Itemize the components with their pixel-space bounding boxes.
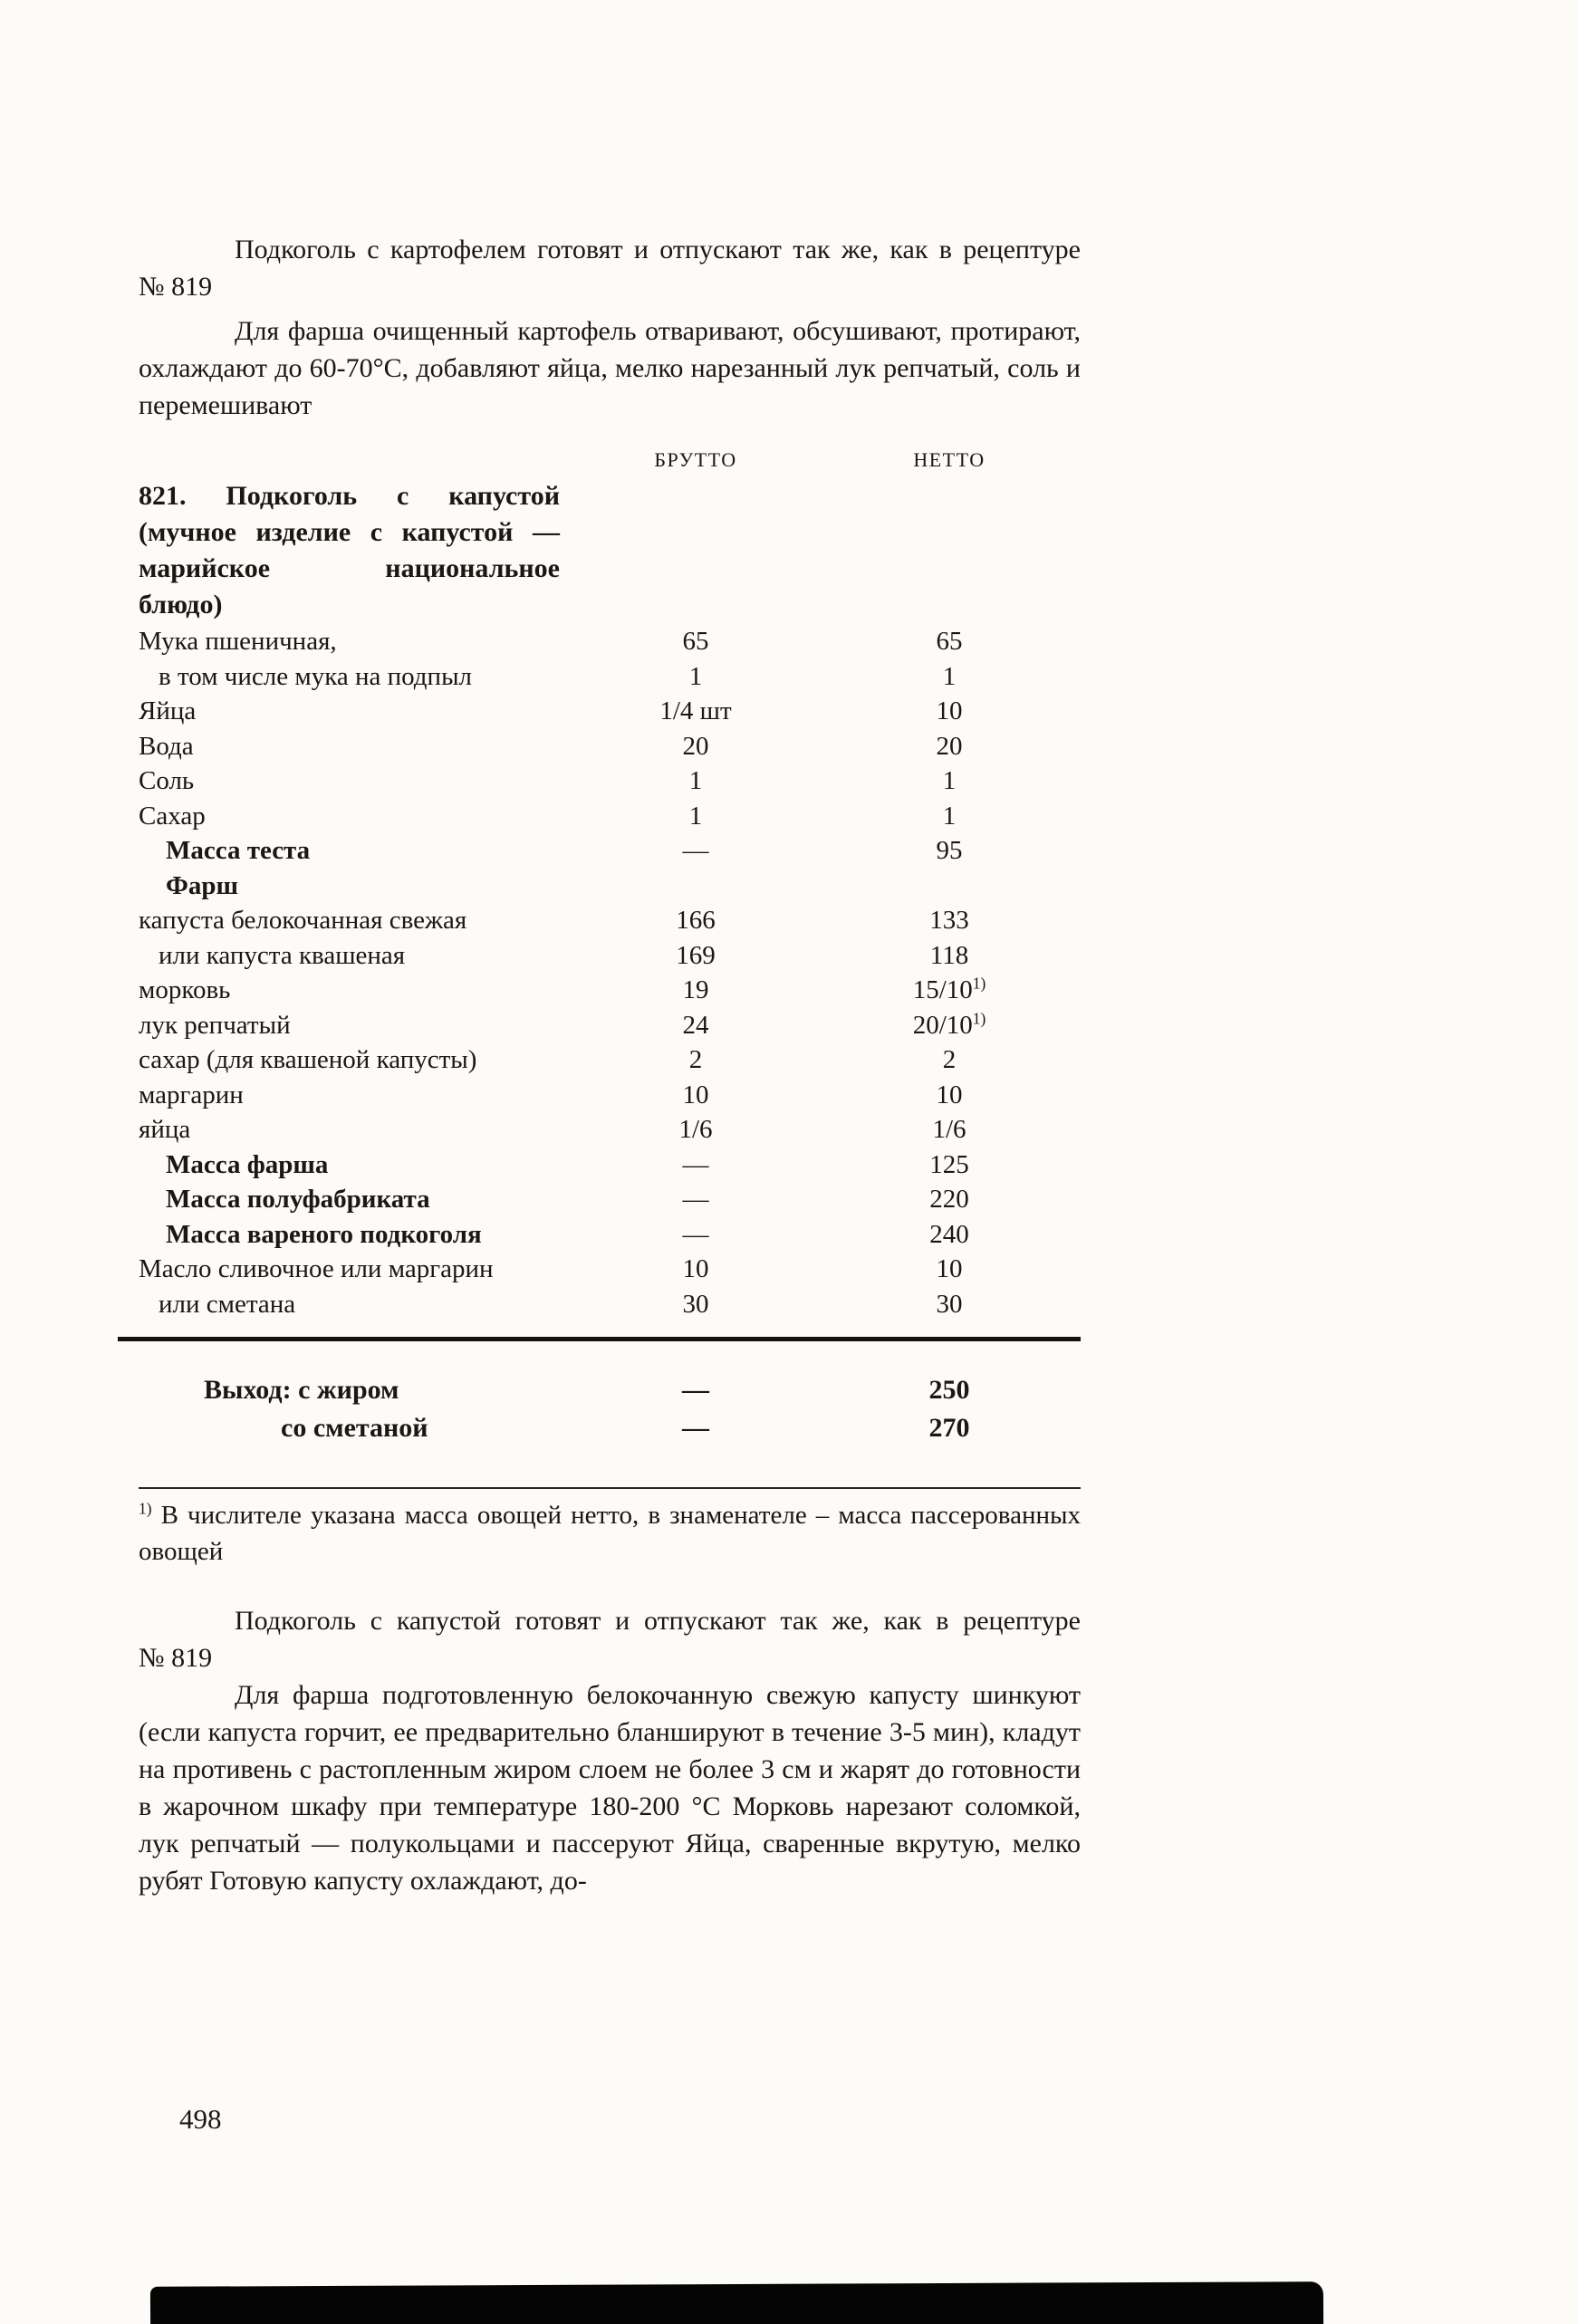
netto-value: 65 bbox=[936, 627, 963, 656]
netto-value: 1 bbox=[942, 766, 957, 795]
ingredient-name: в том числе мука на подпыл bbox=[159, 661, 473, 691]
ingredient-name: яйца bbox=[139, 1115, 191, 1144]
recipe-title-line: блюдо) bbox=[139, 590, 223, 619]
ingredient-name: или капуста квашеная bbox=[159, 940, 406, 970]
footnote-separator-rule bbox=[139, 1487, 1081, 1489]
column-header-brutto: БРУТТО bbox=[654, 448, 737, 471]
brutto-value: 1/4 шт bbox=[659, 696, 732, 725]
table-row bbox=[139, 1042, 1081, 1078]
netto-value: 10 bbox=[936, 696, 963, 725]
brutto-value: — bbox=[682, 1185, 709, 1214]
recipe-ref-number: № 819 bbox=[139, 1643, 213, 1673]
brutto-value: — bbox=[682, 1149, 709, 1179]
recipe-title-line: 821. Подкоголь с капустой bbox=[139, 481, 560, 511]
brutto-value bbox=[573, 869, 818, 904]
ingredient-name: Масса теста bbox=[166, 836, 311, 865]
netto-value: 118 bbox=[929, 940, 969, 970]
page-number: 498 bbox=[179, 2103, 222, 2135]
netto-value: 250 bbox=[928, 1375, 970, 1405]
table-row bbox=[139, 1252, 1081, 1287]
netto-value: 1 bbox=[942, 801, 957, 831]
table-bottom-rule bbox=[118, 1337, 1081, 1341]
footnote-marker: 1) bbox=[139, 1499, 152, 1518]
footnote-ref: 1) bbox=[972, 974, 986, 993]
yield-row bbox=[139, 1371, 1081, 1409]
footnote-ref: 1) bbox=[972, 1008, 986, 1027]
ingredient-name: Масло сливочное или маргарин bbox=[139, 1254, 494, 1283]
table-row bbox=[139, 763, 1081, 799]
brutto-value: 65 bbox=[682, 627, 709, 656]
column-header-netto: НЕТТО bbox=[913, 448, 986, 471]
table-row bbox=[139, 869, 1081, 904]
ingredient-name: Масса вареного подкоголя bbox=[166, 1219, 482, 1249]
closing-paragraph-line1: Подкоголь с капустой готовят и отпускают так же, как в рецептуре bbox=[235, 1606, 1081, 1636]
table-row bbox=[139, 833, 1081, 869]
netto-value: 1 bbox=[942, 661, 957, 691]
brutto-value: — bbox=[682, 1219, 709, 1249]
page-content bbox=[139, 231, 1081, 1899]
scan-artifact-bar bbox=[150, 2281, 1323, 2324]
ingredient-name: лук репчатый bbox=[139, 1010, 291, 1040]
footnote bbox=[139, 1497, 1081, 1570]
brutto-value: 169 bbox=[676, 940, 716, 970]
footnote-text: В числителе указана масса овощей нетто, в знаменателе – масса пассерованных овощей bbox=[139, 1501, 1081, 1566]
brutto-value: 20 bbox=[682, 731, 709, 761]
brutto-value: 1 bbox=[688, 801, 703, 831]
netto-value bbox=[818, 869, 1081, 904]
brutto-value: 166 bbox=[676, 906, 716, 935]
netto-value: 10 bbox=[936, 1254, 963, 1283]
brutto-value: 10 bbox=[682, 1080, 709, 1109]
closing-paragraph-2: Для фарша подготовленную белокочанную свежую капусту шинкуют (если капуста горчит, ее предварительно бланшируют в течение 3-5 мин), кладут на противень с растопленным жиром слоем не более 3 см и жарят до готовности в жарочном шкафу при температуре 180-200 °С Морковь нарезают соломкой, лук репчатый — полукольцами и пассеруют Яйца, сваренные вкрутую, мелко рубят Готовую капусту охлаждают, до- bbox=[139, 1680, 1081, 1896]
brutto-value: 30 bbox=[682, 1289, 709, 1319]
ingredient-name: Масса фарша bbox=[166, 1149, 329, 1179]
table-row bbox=[139, 1008, 1081, 1043]
recipe-title-line: (мучное изделие с капустой — bbox=[139, 517, 560, 547]
brutto-value: 1 bbox=[688, 661, 703, 691]
netto-value: 2 bbox=[942, 1045, 957, 1074]
ingredient-name: или сметана bbox=[159, 1289, 296, 1319]
ingredient-name: Масса полуфабриката bbox=[166, 1185, 430, 1214]
table-row bbox=[139, 903, 1081, 938]
brutto-value: — bbox=[682, 1375, 709, 1405]
brutto-value: 1 bbox=[688, 766, 703, 795]
table-row bbox=[139, 1217, 1081, 1253]
ingredients-table bbox=[139, 624, 1081, 1321]
brutto-value: 19 bbox=[682, 975, 709, 1004]
brutto-value: — bbox=[682, 836, 709, 865]
spacer-cell bbox=[139, 448, 573, 472]
brutto-value: 2 bbox=[688, 1045, 703, 1074]
recipe-title-line: марийское национальное bbox=[139, 553, 560, 583]
table-row bbox=[139, 1287, 1081, 1322]
recipe-title bbox=[139, 478, 560, 623]
table-row bbox=[139, 973, 1081, 1008]
table-row bbox=[139, 1112, 1081, 1148]
yield-label: со сметаной bbox=[281, 1413, 428, 1443]
ingredient-name: капуста белокочанная свежая bbox=[139, 906, 467, 935]
ingredient-name: Мука пшеничная, bbox=[139, 627, 337, 656]
netto-value: 125 bbox=[929, 1149, 969, 1179]
table-row bbox=[139, 938, 1081, 974]
ingredient-name: сахар (для квашеной капусты) bbox=[139, 1045, 477, 1074]
brutto-value: — bbox=[682, 1413, 709, 1443]
yield-label: Выход: с жиром bbox=[204, 1375, 399, 1405]
ingredient-name: Вода bbox=[139, 731, 194, 761]
netto-value: 95 bbox=[936, 836, 963, 865]
netto-value: 15/10$^{1)}$ bbox=[912, 974, 986, 1004]
table-row bbox=[139, 659, 1081, 695]
intro-paragraph-2: Для фарша очищенный картофель отваривают, обсушивают, протирают, охлаждают до 60-70°С, добавляют яйца, мелко нарезанный лук репчатый, соль и перемешивают bbox=[139, 316, 1081, 420]
intro-paragraph-line1: Подкоголь с картофелем готовят и отпускают так же, как в рецептуре bbox=[235, 235, 1081, 264]
netto-value: 10 bbox=[936, 1080, 963, 1109]
netto-value: 20/10$^{1)}$ bbox=[912, 1008, 986, 1040]
table-column-headers bbox=[139, 448, 1081, 472]
brutto-value: 1/6 bbox=[678, 1115, 713, 1144]
table-row bbox=[139, 1148, 1081, 1183]
recipe-ref-number: № 819 bbox=[139, 272, 213, 302]
table-row bbox=[139, 1182, 1081, 1217]
netto-value: 220 bbox=[929, 1185, 969, 1214]
yield-row bbox=[139, 1409, 1081, 1447]
closing-paragraphs bbox=[139, 1602, 1081, 1899]
netto-value: 270 bbox=[928, 1413, 970, 1443]
netto-value: 30 bbox=[936, 1289, 963, 1319]
netto-value: 20 bbox=[936, 731, 963, 761]
netto-value: 133 bbox=[929, 906, 969, 935]
ingredient-name: морковь bbox=[139, 975, 231, 1004]
brutto-value: 24 bbox=[682, 1010, 709, 1040]
table-row bbox=[139, 624, 1081, 659]
ingredient-name: Соль bbox=[139, 766, 195, 795]
table-row bbox=[139, 1078, 1081, 1113]
yield-block bbox=[139, 1371, 1081, 1447]
ingredient-name: Яйца bbox=[139, 696, 197, 725]
table-row bbox=[139, 729, 1081, 764]
table-row bbox=[139, 799, 1081, 834]
table-row bbox=[139, 694, 1081, 729]
ingredient-name: маргарин bbox=[139, 1080, 244, 1109]
netto-value: 240 bbox=[929, 1219, 969, 1249]
netto-value: 1/6 bbox=[932, 1115, 966, 1144]
ingredient-name: Фарш bbox=[166, 870, 239, 900]
ingredient-name: Сахар bbox=[139, 801, 206, 831]
brutto-value: 10 bbox=[682, 1254, 709, 1283]
